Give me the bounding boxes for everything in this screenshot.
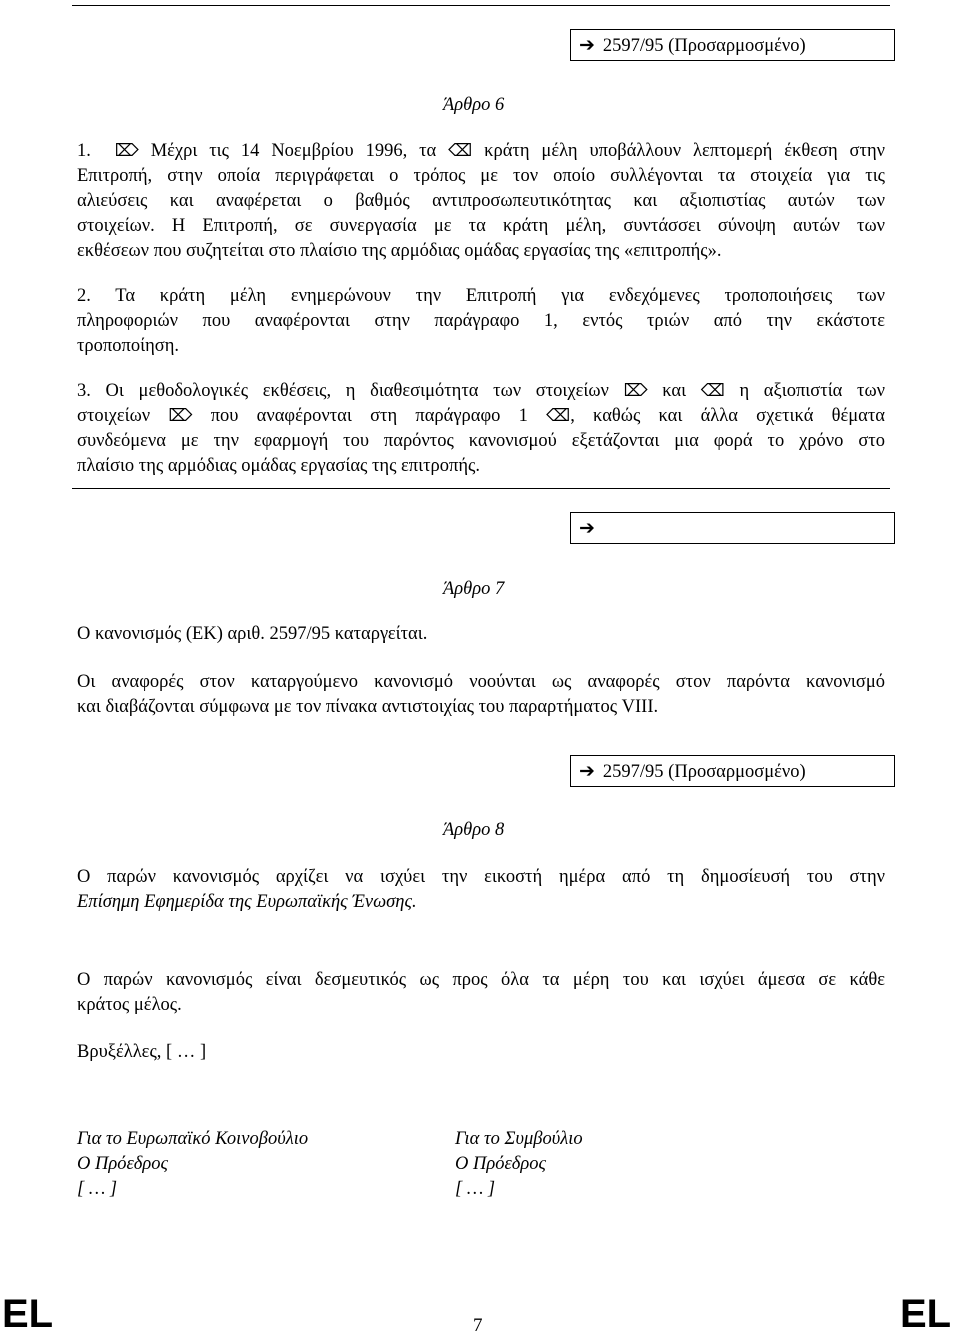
article-8-title: Άρθρο 8 <box>443 820 505 840</box>
text-line: τροποποίηση. <box>77 336 180 356</box>
arrow-down-icon: ➔ <box>579 34 595 56</box>
marker-text: 2597/95 (Προσαρμοσμένο) <box>602 762 806 782</box>
text-line <box>77 139 885 164</box>
paragraph-number: 1. <box>77 141 91 161</box>
insert-end-icon: ⌫ <box>700 381 725 401</box>
insert-start-icon: ⌦ <box>623 381 648 401</box>
text-segment: , καθώς και άλλα σχετικά θέματα <box>570 406 885 426</box>
section-rule <box>72 488 890 489</box>
signatory-title: Ο Πρόεδρος <box>77 1154 169 1174</box>
text-segment: 3. Οι μεθοδολογικές εκθέσεις, η διαθεσιμότητα των στοιχείων <box>77 381 609 401</box>
insert-start-icon: ⌦ <box>168 406 193 426</box>
marker-text: 2597/95 (Προσαρμοσμένο) <box>602 36 806 56</box>
insert-start-icon: ⌦ <box>114 141 139 161</box>
article-6-paragraph-3 <box>77 379 885 479</box>
arrow-down-icon: ➔ <box>579 517 595 539</box>
amendment-marker-box <box>570 29 895 61</box>
page-number: 7 <box>473 1315 483 1336</box>
text-line: κράτος μέλος. <box>77 995 182 1015</box>
article-8-paragraph-2 <box>77 968 885 1018</box>
text-line: 2. Τα κράτη μέλη ενημερώνουν την Επιτροπή για ενδεχόμενες τροποποιήσεις των <box>77 286 885 306</box>
signatory-institution: Για το Συμβούλιο <box>455 1129 583 1149</box>
top-rule <box>72 5 890 6</box>
text-line <box>77 379 885 404</box>
text-line: Ο παρών κανονισμός αρχίζει να ισχύει την εικοστή ημέρα από τη δημοσίευσή του στην <box>77 867 885 887</box>
article-7-paragraph-2 <box>77 670 885 720</box>
text-segment: η αξιοπιστία των <box>739 381 885 401</box>
insert-end-icon: ⌫ <box>546 406 571 426</box>
footer-language-left: EL <box>2 1292 54 1336</box>
article-6-paragraph-1 <box>77 139 885 264</box>
signatory-title: Ο Πρόεδρος <box>455 1154 547 1174</box>
text-line: αλιεύσεις και αναφέρεται ο βαθμός αντιπροσωπευτικότητας και αξιοπιστίας αυτών των <box>77 191 885 211</box>
footer-language-right: EL <box>900 1292 952 1336</box>
signatory-institution: Για το Ευρωπαϊκό Κοινοβούλιο <box>77 1129 309 1149</box>
article-7-paragraph-1: Ο κανονισμός (ΕΚ) αριθ. 2597/95 καταργείται. <box>77 624 428 644</box>
text-line: στοιχείων. Η Επιτροπή, σε συνεργασία με τα κράτη μέλη, συντάσσει σύνοψη αυτών των <box>77 216 885 236</box>
article-7-title: Άρθρο 7 <box>443 579 505 599</box>
signatory-name: [ … ] <box>455 1179 496 1199</box>
text-line: πλαίσιο της αρμόδιας ομάδας εργασίας της επιτροπής. <box>77 456 481 476</box>
text-line: εκθέσεων που συζητείται στο πλαίσιο της αρμόδιας ομάδας εργασίας της «επιτροπής». <box>77 241 722 261</box>
text-segment: κράτη μέλη υποβάλλουν λεπτομερή έκθεση στην <box>484 141 886 161</box>
text-segment: στοιχείων <box>77 406 151 426</box>
text-line: Οι αναφορές στον καταργούμενο κανονισμό νοούνται ως αναφορές στον παρόντα κανονισμό <box>77 672 885 692</box>
signature-parliament <box>77 1127 308 1202</box>
text-segment: Μέχρι τις 14 Νοεμβρίου 1996, τα <box>150 141 437 161</box>
arrow-down-icon: ➔ <box>579 760 595 782</box>
text-line: Επιτροπή, στην οποία περιγράφεται ο τρόπος με τον οποίο συλλέγονται τα στοιχεία για τις <box>77 166 885 186</box>
text-line: πληροφοριών που αναφέρονται στην παράγραφο 1, εντός τριών από την εκάστοτε <box>77 311 885 331</box>
amendment-marker-box <box>570 512 895 544</box>
amendment-marker-box <box>570 755 895 787</box>
text-line: και διαβάζονται σύμφωνα με τον πίνακα αντιστοιχίας του παραρτήματος VIII. <box>77 697 659 717</box>
article-6-paragraph-2 <box>77 284 885 359</box>
text-segment: και <box>662 381 687 401</box>
text-segment: που αναφέρονται στη παράγραφο 1 <box>210 406 528 426</box>
article-8-paragraph-1 <box>77 865 885 915</box>
text-line <box>77 404 885 429</box>
text-line: Ο παρών κανονισμός είναι δεσμευτικός ως προς όλα τα μέρη του και ισχύει άμεσα σε κάθε <box>77 970 885 990</box>
insert-end-icon: ⌫ <box>448 141 473 161</box>
signature-council <box>455 1127 583 1202</box>
place-date: Βρυξέλλες, [ … ] <box>77 1042 207 1062</box>
text-line: συνδεόμενα με την εφαρμογή του παρόντος κανονισμού εξετάζονται μια φορά το χρόνο στο <box>77 431 885 451</box>
journal-name: Επίσημη Εφημερίδα της Ευρωπαϊκής Ένωσης. <box>77 892 417 912</box>
signatory-name: [ … ] <box>77 1179 118 1199</box>
article-6-title: Άρθρο 6 <box>443 95 505 115</box>
